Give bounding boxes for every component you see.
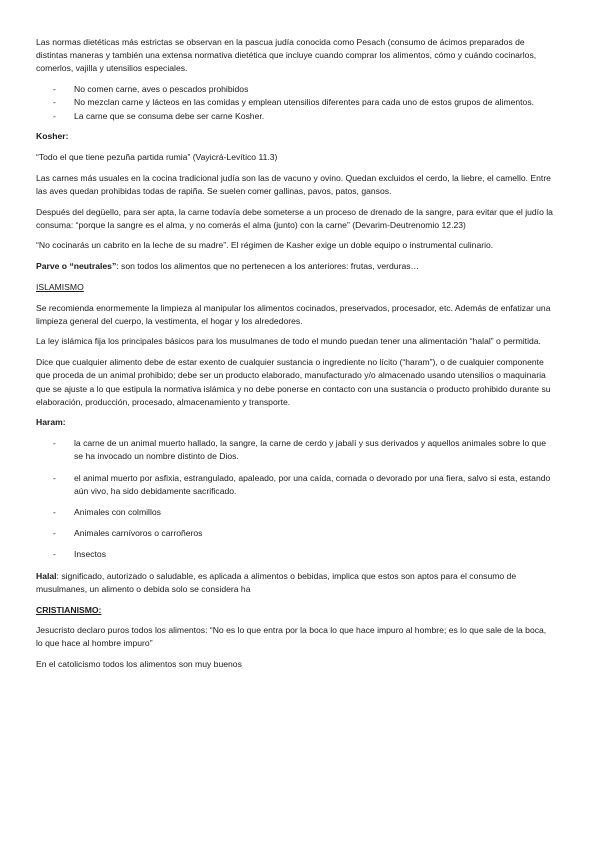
list-item: - la carne de un animal muerto hallado, la sangre, la carne de cerdo y jabalí y sus derivados y aquellos animales sobre lo que se ha invocado un nombre distinto de Dios. (36, 437, 555, 463)
kosher-heading: Kosher: (36, 131, 69, 142)
list-item: - No mezclan carne y lácteos en las comidas y emplean utensilios diferentes para cada uno de estos grupos de alimentos. (36, 96, 555, 109)
parve-paragraph (36, 260, 555, 273)
halal-label: Halal (36, 570, 57, 581)
list-item: - Animales carnívoros o carroñeros (36, 527, 555, 540)
haram-list (36, 437, 555, 561)
kosher-quote: “Todo el que tiene pezuña partida rumia” (Vayicrá-Levítico 11.3) (36, 151, 278, 162)
kosher-paragraph-kasher: “No cocinarás un cabrito en la leche de su madre”. El régimen de Kasher exige un doble equipo o instrumental culinario. (36, 240, 494, 251)
christianity-paragraph-jesus: Jesucristo declaro puros todos los alimentos: “No es lo que entra por la boca lo que hace impuro al hombre; es lo que sale de la boca, lo que hace al hombre impuro” (36, 625, 547, 649)
islam-heading: ISLAMISMO (36, 281, 84, 292)
islam-paragraph-haram-definition: Dice que cualquier alimento debe de estar exento de cualquier sustancia o ingrediente no lícito (“haram”), o de cualquier componente que proceda de un animal prohibido; debe ser un producto elaborado, manufacturado y/o almacenado usando utensilios o maquinaria que se ajuste a lo que estipula la normativa islámica y no debe ponerse en contacto con una sustancia o producto prohibido durante su elaboración, producción, procesado, almacenamiento y transporte. (36, 357, 551, 407)
halal-text: : significado, autorizado o saludable, es aplicada a alimentos o bebidas, implica que estos son aptos para el consumo de musulmanes, un alimento o debida solo se considera ha (36, 570, 517, 594)
christianity-paragraph-catholicism: En el catolicismo todos los alimentos son muy buenos (36, 659, 242, 670)
list-item: - Animales con colmillos (36, 506, 555, 519)
list-item: - No comen carne, aves o pescados prohibidos (36, 83, 555, 96)
list-item: - La carne que se consuma debe ser carne Kosher. (36, 110, 555, 123)
intro-paragraph: Las normas dietéticas más estrictas se observan en la pascua judía conocida como Pesach (consumo de ácimos preparados de distintas maneras y también una extensa normativa dietética que incluye cuando comprar los alimentos, cómo y cuándo cocinarlos, comerlos, vajilla y utensilios especiales. (36, 37, 537, 74)
kosher-paragraph-meats: Las carnes más usuales en la cocina tradicional judía son las de vacuno y ovino. Quedan excluidos el cerdo, la liebre, el camello. Entre las aves quedan prohibidas todas de rapiña. Se suelen comer gallinas, pavos, patos, gansos. (36, 172, 551, 196)
list-item: - Insectos (36, 548, 555, 561)
list-item: - el animal muerto por asfixia, estrangulado, apaleado, por una caída, cornada o devorado por una fiera, salvo si esta, estando aún vivo, ha sido debidamente sacrificado. (36, 472, 555, 498)
islam-paragraph-law: La ley islámica fija los principales básicos para los musulmanes de todo el mundo puedan tener una alimentación “halal” o permitida. (36, 336, 541, 347)
halal-paragraph (36, 570, 555, 596)
christianity-heading: CRISTIANISMO: (36, 604, 102, 615)
kosher-paragraph-blood: Después del degüello, para ser apta, la carne todavía debe someterse a un proceso de drenado de la sangre, para evitar que el judío la consuma: “porque la sangre es el alma, y no comerás el alma (junto) con la carne” (Devarim-Deutrenomio 12.23) (36, 206, 553, 230)
judaism-rules-list (36, 83, 555, 123)
parve-text: : son todos los alimentos que no pertenecen a los anteriores: frutas, verduras… (116, 261, 420, 272)
parve-label: Parve o “neutrales” (36, 261, 117, 272)
islam-paragraph-cleanliness: Se recomienda enormemente la limpieza al manipular los alimentos cocinados, preservados, procesador, etc. Además de enfatizar una limpieza general del cuerpo, la vestimenta, el hogar y los alrededores. (36, 302, 551, 326)
haram-heading: Haram: (36, 417, 66, 428)
